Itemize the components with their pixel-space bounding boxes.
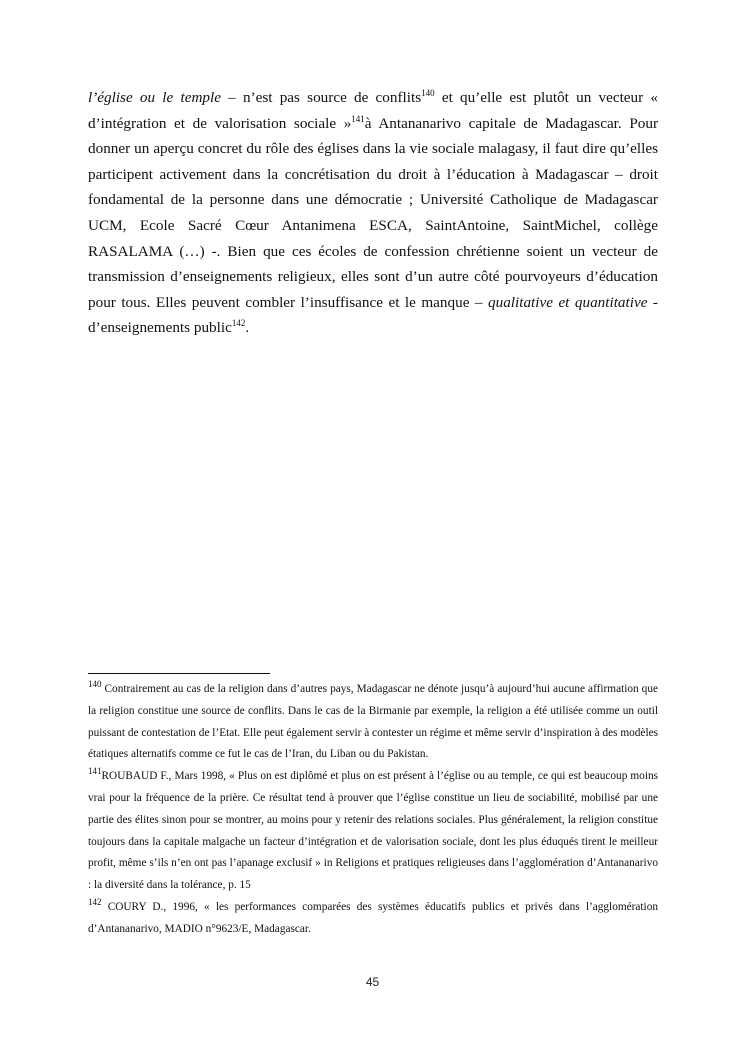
footnote-text: ROUBAUD F., Mars 1998, « Plus on est diplômé et plus on est présent à l’église ou au temple, ce qui est beaucoup moins vrai pour la fréquence de la prière. Ce résultat tend à prouver que l’église constitue un lieu de sociabilité, mobilisé par une partie des élites sinon pour se montrer, au moins pour y retenir des relations sociales. Plus généralement, la religion constitue toujours dans la capitale malgache un facteur d’intégration et de valorisation sociale, dont les plus éduqués tirent le meilleur profit, même s’ils n’en ont pas l’apanage exclusif » in Religions et pratiques religieuses dans l’agglomération d’Antananarivo : la diversité dans la tolérance, p. 15 [88,770,658,892]
footnote-text: COURY D., 1996, « les performances comparées des systèmes éducatifs publics et privés dans l’agglomération d’Antananarivo, MADIO n°9623/E, Madagascar. [88,900,658,935]
body-paragraph [88,85,658,341]
body-text-segment: - d’enseignements public [88,293,658,337]
footnote-number: 140 [88,679,102,690]
footnotes-section [88,679,658,941]
footnote-ref-141[interactable]: 141 [351,113,365,124]
body-text-segment: – n’est pas source de conflits [220,89,422,106]
footnote-142 [88,897,658,941]
italic-phrase: l’église ou le temple [88,89,221,106]
body-text-segment: à Antananarivo capitale de Madagascar. Pour donner un aperçu concret du rôle des églises dans la vie sociale malagasy, il faut dire qu’elles participent activement dans la concrétisation du droit à l’éducation à Madagascar – droit fondamental de la personne dans une démocratie ; Université Catholique de Madagascar UCM, Ecole Sacré Cœur Antanimena ESCA, SaintAntoine, SaintMichel, collège RASALAMA (…) -. Bien que ces écoles de confession chrétienne soient un vecteur de transmission d’enseignements religieux, elles sont d’un autre côté pourvoyeurs d’éducation pour tous. Elles peuvent combler l’insuffisance et le manque – [88,114,659,311]
footnote-141 [88,766,658,897]
body-text-segment: . [245,319,250,337]
body-text-segment: et qu’elle est plutôt un vecteur « d’intégration et de valorisation sociale » [88,89,659,132]
footnote-separator [88,673,270,674]
footnote-ref-142[interactable]: 142 [231,318,246,329]
footnote-ref-140[interactable]: 140 [421,87,435,98]
footnote-text: Contrairement au cas de la religion dans d’autres pays, Madagascar ne dénote jusqu’à aujourd’hui aucune affirmation que la religion constitue une source de conflits. Dans le cas de la Birmanie par exemple, la religion a été utilisée comme un outil puissant de contestation de l’Etat. Elle peut également servir à contester un régime et même servir d’inspiration à des modèles étatiques alternatifs comme ce fut le cas de l’Iran, du Liban ou du Pakistan. [88,683,658,761]
footnote-number: 141 [88,766,102,777]
page-number: 45 [365,975,380,989]
footnote-140 [88,679,658,766]
italic-phrase: qualitative et quantitative [488,293,648,311]
footnote-number: 142 [88,897,102,908]
